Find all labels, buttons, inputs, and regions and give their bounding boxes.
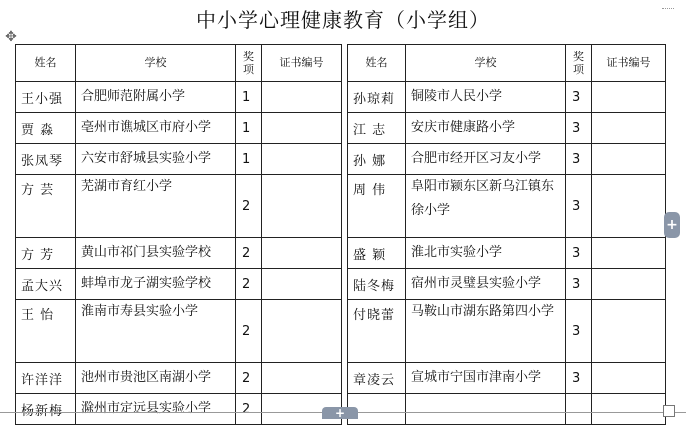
left-name-cell[interactable]: 杨新梅 xyxy=(16,394,76,425)
table-row xyxy=(16,144,666,175)
header-award-text: 奖项 xyxy=(243,49,254,76)
header-name: 姓名 xyxy=(348,45,406,82)
left-award-cell[interactable]: 2 xyxy=(236,394,262,425)
left-name-cell[interactable]: 方 芸 xyxy=(16,175,76,238)
right-award-cell[interactable]: 3 xyxy=(566,175,592,238)
right-cert-cell[interactable] xyxy=(592,363,666,394)
header-award-text: 奖项 xyxy=(573,49,584,76)
right-name-cell[interactable]: 江 志 xyxy=(348,113,406,144)
right-school-cell[interactable]: 宿州市灵璧县实验小学 xyxy=(406,269,566,300)
left-cert-cell[interactable] xyxy=(262,82,342,113)
right-award-cell[interactable] xyxy=(566,394,592,425)
left-cert-cell[interactable] xyxy=(262,175,342,238)
left-cert-cell[interactable] xyxy=(262,363,342,394)
left-name-cell[interactable]: 张凤琴 xyxy=(16,144,76,175)
left-cert-cell[interactable] xyxy=(262,300,342,363)
right-award-cell[interactable]: 3 xyxy=(566,269,592,300)
header-cert: 证书编号 xyxy=(262,45,342,82)
left-name-cell[interactable]: 方 芳 xyxy=(16,238,76,269)
right-school-cell[interactable]: 宣城市宁国市津南小学 xyxy=(406,363,566,394)
left-school-cell[interactable]: 亳州市谯城区市府小学 xyxy=(76,113,236,144)
left-award-cell[interactable]: 2 xyxy=(236,175,262,238)
left-school-cell[interactable]: 黄山市祁门县实验学校 xyxy=(76,238,236,269)
right-name-cell[interactable]: 盛 颖 xyxy=(348,238,406,269)
right-name-cell[interactable]: 付晓蕾 xyxy=(348,300,406,363)
right-award-cell[interactable]: 3 xyxy=(566,144,592,175)
right-school-cell[interactable]: 马鞍山市湖东路第四小学 xyxy=(406,300,566,363)
left-name-cell[interactable]: 王小强 xyxy=(16,82,76,113)
left-award-cell[interactable]: 2 xyxy=(236,238,262,269)
left-award-cell[interactable]: 1 xyxy=(236,82,262,113)
header-school: 学校 xyxy=(406,45,566,82)
right-school-cell[interactable]: 安庆市健康路小学 xyxy=(406,113,566,144)
add-row-plus-icon[interactable]: + xyxy=(322,407,358,419)
left-cert-cell[interactable] xyxy=(262,238,342,269)
left-cert-cell[interactable] xyxy=(262,113,342,144)
left-name-cell[interactable]: 孟大兴 xyxy=(16,269,76,300)
header-award xyxy=(236,45,262,82)
left-school-cell[interactable]: 滁州市定远县实验小学 xyxy=(76,394,236,425)
table-move-anchor-icon[interactable]: ✥ xyxy=(5,29,17,45)
right-name-cell[interactable]: 章凌云 xyxy=(348,363,406,394)
header-school: 学校 xyxy=(76,45,236,82)
award-table-container xyxy=(15,44,665,425)
left-award-cell[interactable]: 2 xyxy=(236,269,262,300)
right-cert-cell[interactable] xyxy=(592,175,666,238)
left-name-cell[interactable]: 贾 淼 xyxy=(16,113,76,144)
right-name-cell[interactable]: 孙琼莉 xyxy=(348,82,406,113)
right-school-cell[interactable]: 合肥市经开区习友小学 xyxy=(406,144,566,175)
right-cert-cell[interactable] xyxy=(592,238,666,269)
table-header-row xyxy=(16,45,666,82)
right-award-cell[interactable]: 3 xyxy=(566,238,592,269)
award-table xyxy=(15,44,666,425)
right-school-cell[interactable]: 铜陵市人民小学 xyxy=(406,82,566,113)
right-school-cell[interactable]: 淮北市实验小学 xyxy=(406,238,566,269)
left-school-cell[interactable]: 六安市舒城县实验小学 xyxy=(76,144,236,175)
document-title: 中小学心理健康教育（小学组） xyxy=(196,8,490,32)
right-cert-cell[interactable] xyxy=(592,394,666,425)
right-school-cell[interactable]: 阜阳市颍东区新乌江镇东徐小学 xyxy=(406,175,566,238)
right-cert-cell[interactable] xyxy=(592,300,666,363)
right-name-cell[interactable]: 孙 娜 xyxy=(348,144,406,175)
right-award-cell[interactable]: 3 xyxy=(566,113,592,144)
left-cert-cell[interactable] xyxy=(262,144,342,175)
right-cert-cell[interactable] xyxy=(592,269,666,300)
left-name-cell[interactable]: 许洋洋 xyxy=(16,363,76,394)
right-cert-cell[interactable] xyxy=(592,82,666,113)
add-column-plus-icon[interactable]: + xyxy=(664,212,680,238)
left-school-cell[interactable]: 池州市贵池区南湖小学 xyxy=(76,363,236,394)
left-school-cell[interactable]: 芜湖市育红小学 xyxy=(76,175,236,238)
left-school-cell[interactable]: 合肥师范附属小学 xyxy=(76,82,236,113)
header-award xyxy=(566,45,592,82)
table-resize-grip-icon[interactable] xyxy=(663,405,675,417)
left-award-cell[interactable]: 2 xyxy=(236,300,262,363)
left-award-cell[interactable]: 1 xyxy=(236,144,262,175)
table-row xyxy=(16,82,666,113)
left-name-cell[interactable]: 王 怡 xyxy=(16,300,76,363)
left-school-cell[interactable]: 蚌埠市龙子湖实验学校 xyxy=(76,269,236,300)
header-name: 姓名 xyxy=(16,45,76,82)
right-cert-cell[interactable] xyxy=(592,113,666,144)
right-name-cell[interactable]: 陆冬梅 xyxy=(348,269,406,300)
right-school-cell[interactable] xyxy=(406,394,566,425)
header-cert: 证书编号 xyxy=(592,45,666,82)
right-award-cell[interactable]: 3 xyxy=(566,300,592,363)
left-cert-cell[interactable] xyxy=(262,269,342,300)
right-name-cell[interactable]: 周 伟 xyxy=(348,175,406,238)
left-school-cell[interactable]: 淮南市寿县实验小学 xyxy=(76,300,236,363)
table-row xyxy=(16,113,666,144)
table-row xyxy=(16,300,666,363)
table-row xyxy=(16,238,666,269)
table-row xyxy=(16,269,666,300)
right-award-cell[interactable]: 3 xyxy=(566,363,592,394)
table-row xyxy=(16,175,666,238)
right-award-cell[interactable]: 3 xyxy=(566,82,592,113)
left-award-cell[interactable]: 1 xyxy=(236,113,262,144)
right-cert-cell[interactable] xyxy=(592,144,666,175)
table-row xyxy=(16,363,666,394)
left-award-cell[interactable]: 2 xyxy=(236,363,262,394)
